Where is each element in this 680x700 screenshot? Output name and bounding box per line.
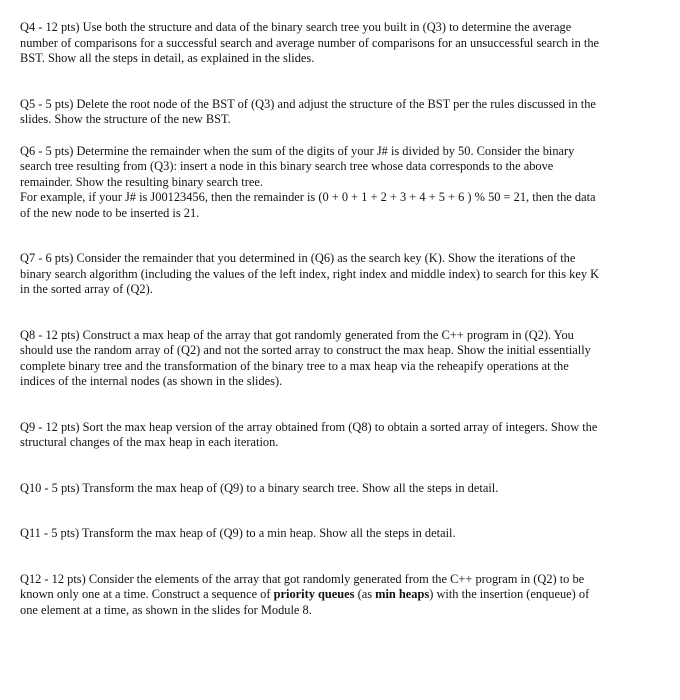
question-q7: Q7 - 6 pts) Consider the remainder that you determined in (Q6) as the search key (K). Show the iterations of the binary search algorithm (including the values of the left index, right index and middle index) to search for this key K in the sorted array of (Q2). (20, 251, 600, 296)
question-q12 (20, 572, 600, 619)
question-q6-main: Q6 - 5 pts) Determine the remainder when the sum of the digits of your J# is divided by 50. Consider the binary search tree resulting from (Q3): insert a node in this binary search tree whose data corresponds to the above remainder. Show the resulting binary search tree. (20, 143, 575, 189)
question-q12-bold-priority-queues: priority queues (273, 587, 355, 601)
question-q8: Q8 - 12 pts) Construct a max heap of the array that got randomly generated from the C++ program in (Q2). You should use the random array of (Q2) and not the sorted array to construct the max heap. Show the initial essentially complete binary tree and the transformation of the binary tree to a max heap via the reheapify operations at the indices of the internal nodes (as shown in the slides). (20, 327, 591, 388)
question-q6-example: For example, if your J# is J00123456, then the remainder is (0 + 0 + 1 + 2 + 3 + 4 + 5 + 6 ) % 50 = 21, then the data of the new node to be inserted is 21. (20, 190, 596, 220)
question-q9: Q9 - 12 pts) Sort the max heap version of the array obtained from (Q8) to obtain a sorted array of integers. Show the structural changes of the max heap in each iteration. (20, 419, 598, 449)
question-q11: Q11 - 5 pts) Transform the max heap of (Q9) to a min heap. Show all the steps in detail. (20, 526, 456, 540)
question-q10: Q10 - 5 pts) Transform the max heap of (Q9) to a binary search tree. Show all the steps in detail. (20, 480, 499, 495)
question-q12-text-3: ) with the insertion (enqueue) of one element at a time, as shown in the slides for Module 8. (20, 587, 590, 617)
question-q6 (20, 144, 600, 222)
assignment-document (20, 20, 600, 618)
question-q12-text-1: Q12 - 12 pts) Consider the elements of the array that got randomly generated from the C++ program in (Q2) to be known only one at a time. Construct a sequence of (20, 571, 585, 601)
question-q12-text-2: (as (354, 587, 376, 601)
question-q5: Q5 - 5 pts) Delete the root node of the BST of (Q3) and adjust the structure of the BST per the rules discussed in the slides. Show the structure of the new BST. (20, 96, 596, 126)
question-q12-bold-min-heaps: min heaps (375, 587, 430, 601)
question-q4: Q4 - 12 pts) Use both the structure and data of the binary search tree you built in (Q3) to determine the average number of comparisons for a successful search and average number of comparisons for an unsuccessful search in the BST. Show all the steps in detail, as explained in the slides. (20, 20, 600, 65)
